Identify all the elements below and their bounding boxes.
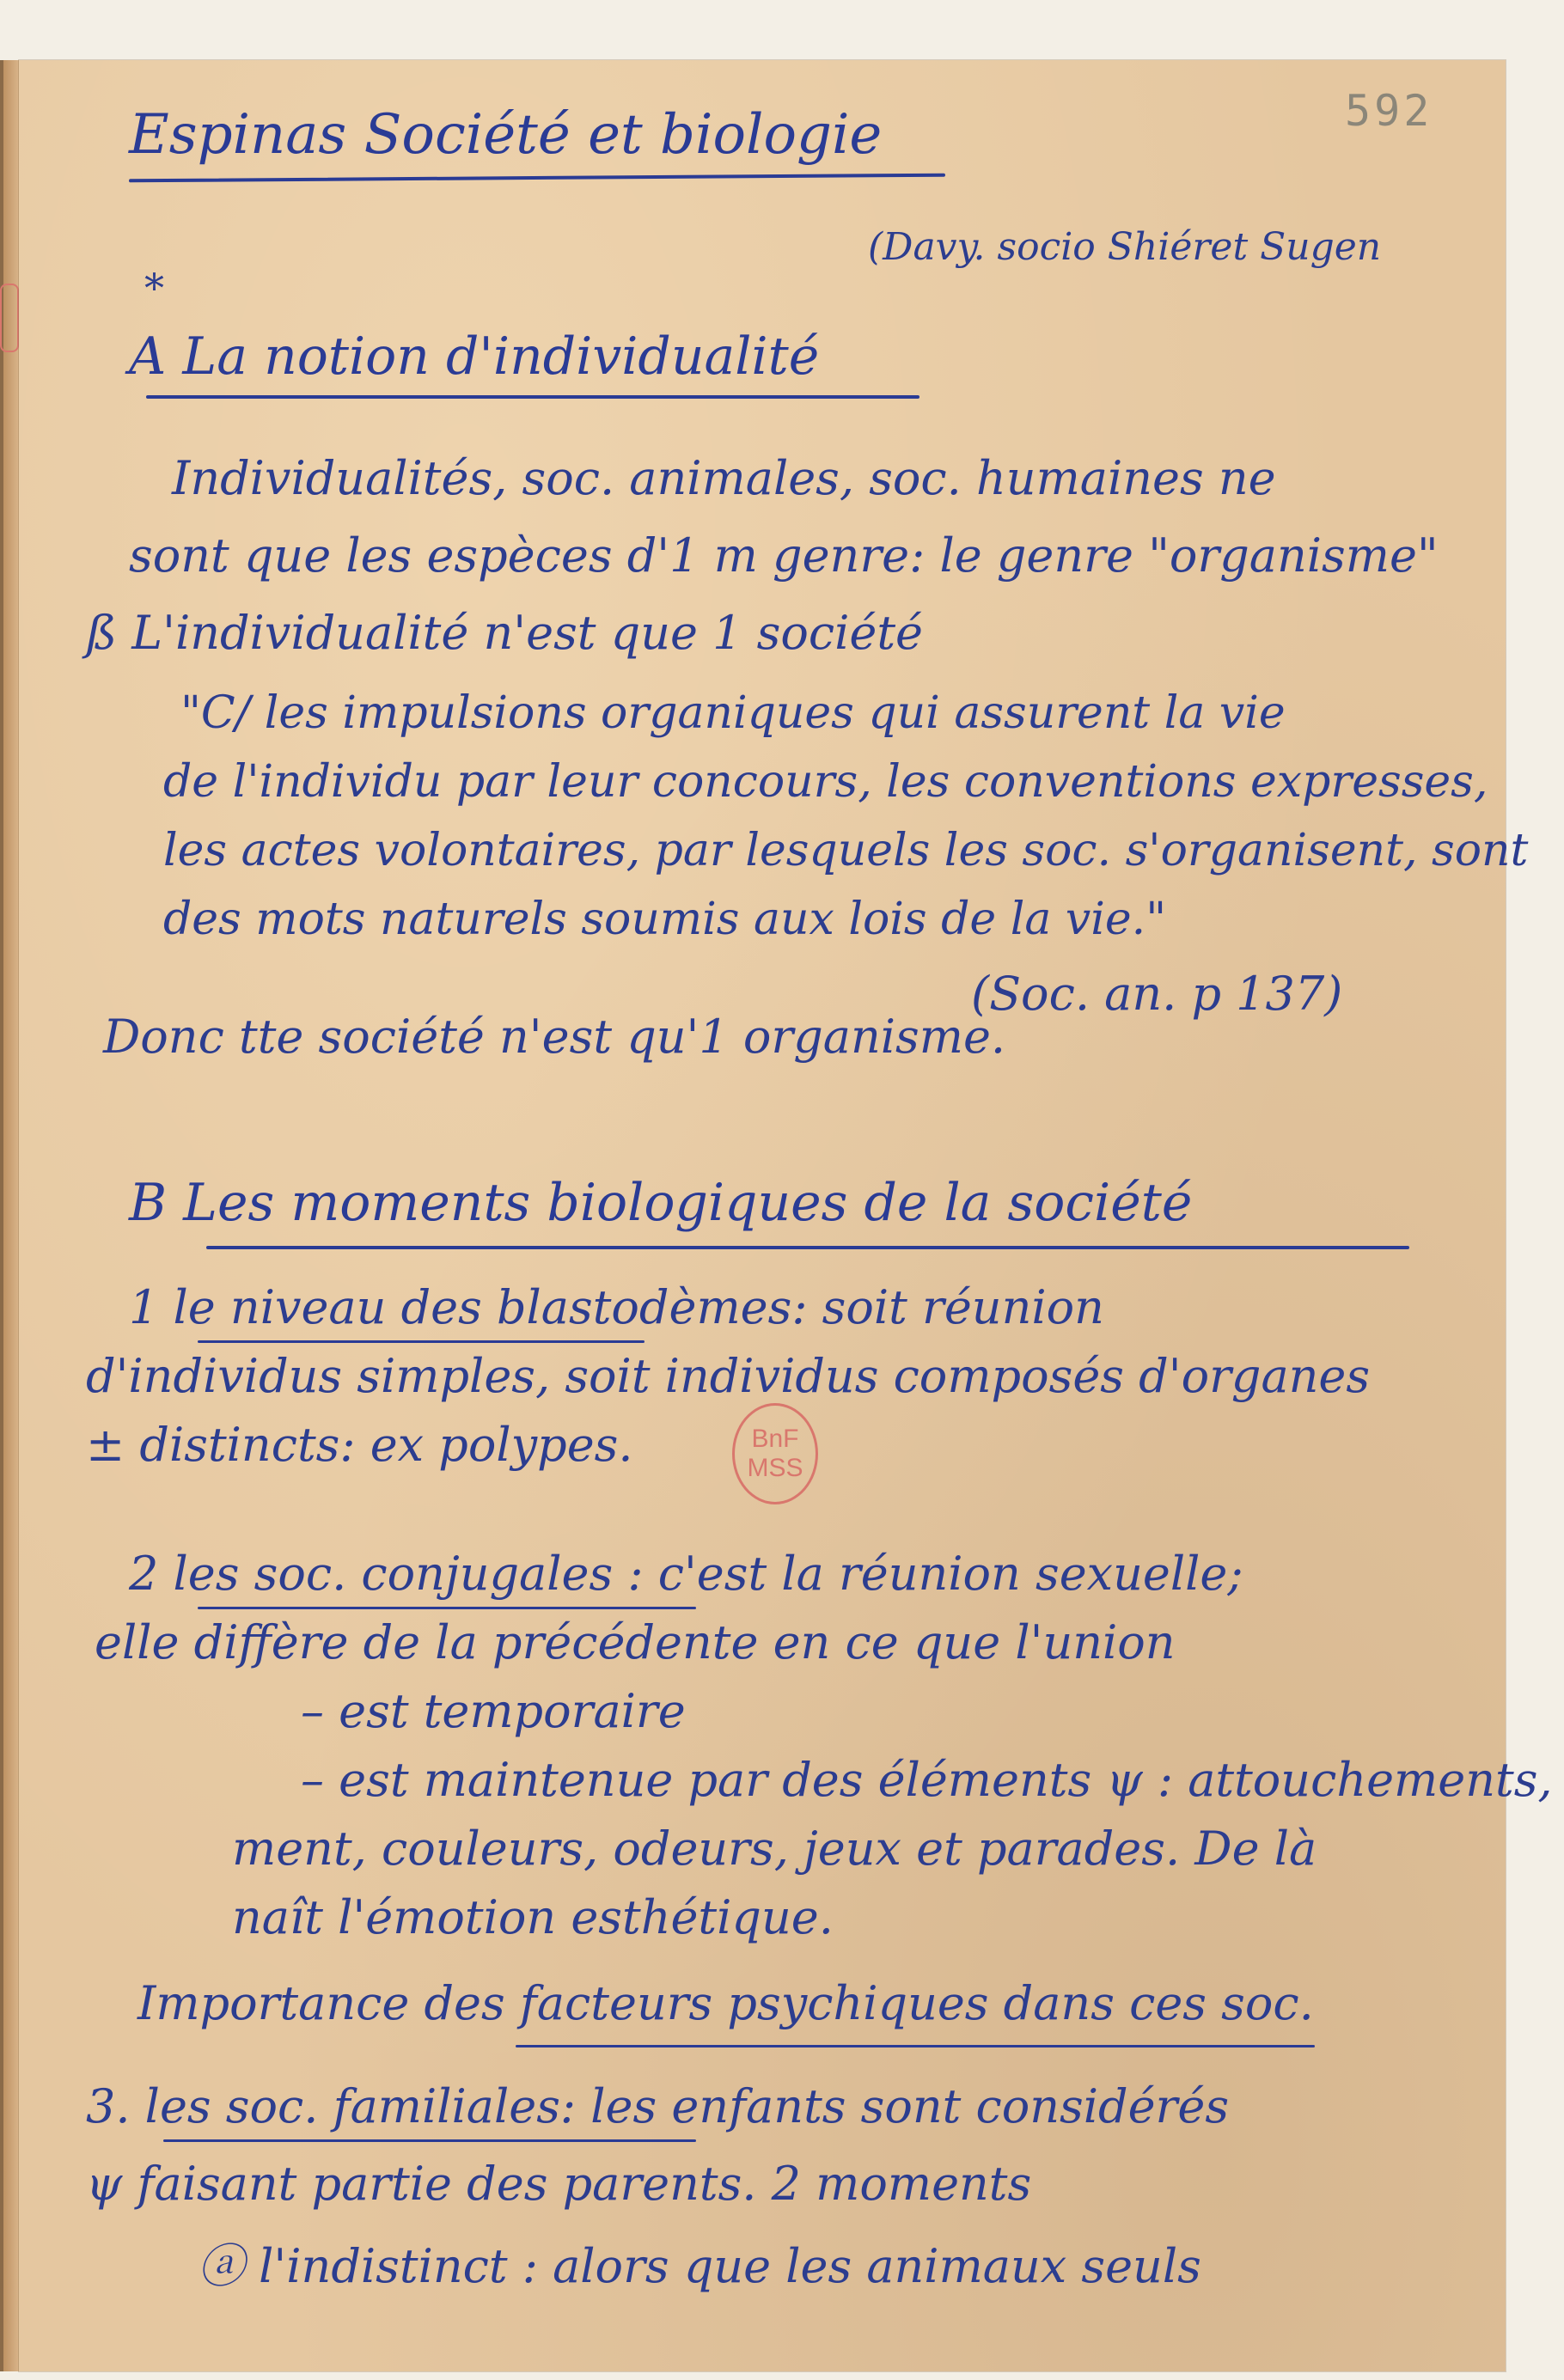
margin-stamp-fragment <box>0 284 19 352</box>
reference-note: (Davy. socio Shiéret Sugen <box>868 225 1382 269</box>
item2-line-6: naît l'émotion esthétique. <box>232 1890 834 1944</box>
item3-line-2: ψ faisant partie des parents. 2 moments <box>86 2157 1032 2211</box>
section-a-heading: A La notion d'individualité <box>129 326 820 387</box>
section-b-heading: B Les moments biologiques de la société <box>129 1173 1193 1233</box>
quote-line-1: "C/ les impulsions organiques qui assurent la vie <box>180 687 1286 739</box>
stamp-line-1: BnF <box>751 1425 799 1453</box>
item2-line-1: 2 les soc. conjugales : c'est la réunion sexuelle; <box>129 1547 1243 1601</box>
item3-line-1: 3. les soc. familiales: les enfants sont considérés <box>86 2079 1230 2133</box>
item2-underline <box>198 1607 696 1609</box>
section-a-underline <box>146 395 919 399</box>
page-title: Espinas Société et biologie <box>129 103 883 167</box>
section-b-underline <box>206 1246 1409 1249</box>
stamp-line-2: MSS <box>747 1454 803 1482</box>
item1-line-3: ± distincts: ex polypes. <box>86 1418 633 1472</box>
page-number: 592 <box>1345 86 1433 136</box>
asterisk-mark: * <box>144 265 164 311</box>
section-a-line-2: sont que les espèces d'1 m genre: le genre "organisme" <box>129 528 1439 583</box>
spine-rule <box>0 60 3 2371</box>
item2-line-3: – est temporaire <box>301 1684 686 1738</box>
item2-line-5: ment, couleurs, odeurs, jeux et parades. De là <box>232 1822 1317 1876</box>
item2-line-2: elle diffère de la précédente en ce que l'union <box>95 1615 1176 1669</box>
item2-importance-underline <box>516 2045 1315 2047</box>
section-a-line-3: ß L'individualité n'est que 1 société <box>86 606 924 660</box>
item2-line-7: Importance des facteurs psychiques dans ces soc. <box>137 1976 1314 2030</box>
quote-line-4: des mots naturels soumis aux lois de la vie." <box>163 894 1167 945</box>
quote-line-3: les actes volontaires, par lesquels les soc. s'organisent, sont <box>163 825 1529 876</box>
item1-line-1: 1 le niveau des blastodèmes: soit réunion <box>129 1280 1104 1334</box>
section-a-conclusion: Donc tte société n'est qu'1 organisme. <box>103 1010 1006 1064</box>
item3-line-3: ⓐ l'indistinct : alors que les animaux seuls <box>198 2239 1201 2293</box>
citation: (Soc. an. p 137) <box>971 967 1343 1021</box>
item2-line-4: – est maintenue par des éléments ψ : attouchements, <box>301 1753 1553 1807</box>
section-a-line-1: Individualités, soc. animales, soc. humaines ne <box>172 451 1276 505</box>
bnf-mss-stamp <box>732 1403 818 1504</box>
item3-underline <box>163 2139 696 2142</box>
quote-line-2: de l'individu par leur concours, les conventions expresses, <box>163 756 1488 808</box>
item1-underline <box>198 1340 645 1343</box>
item1-line-2: d'individus simples, soit individus composés d'organes <box>86 1349 1371 1403</box>
